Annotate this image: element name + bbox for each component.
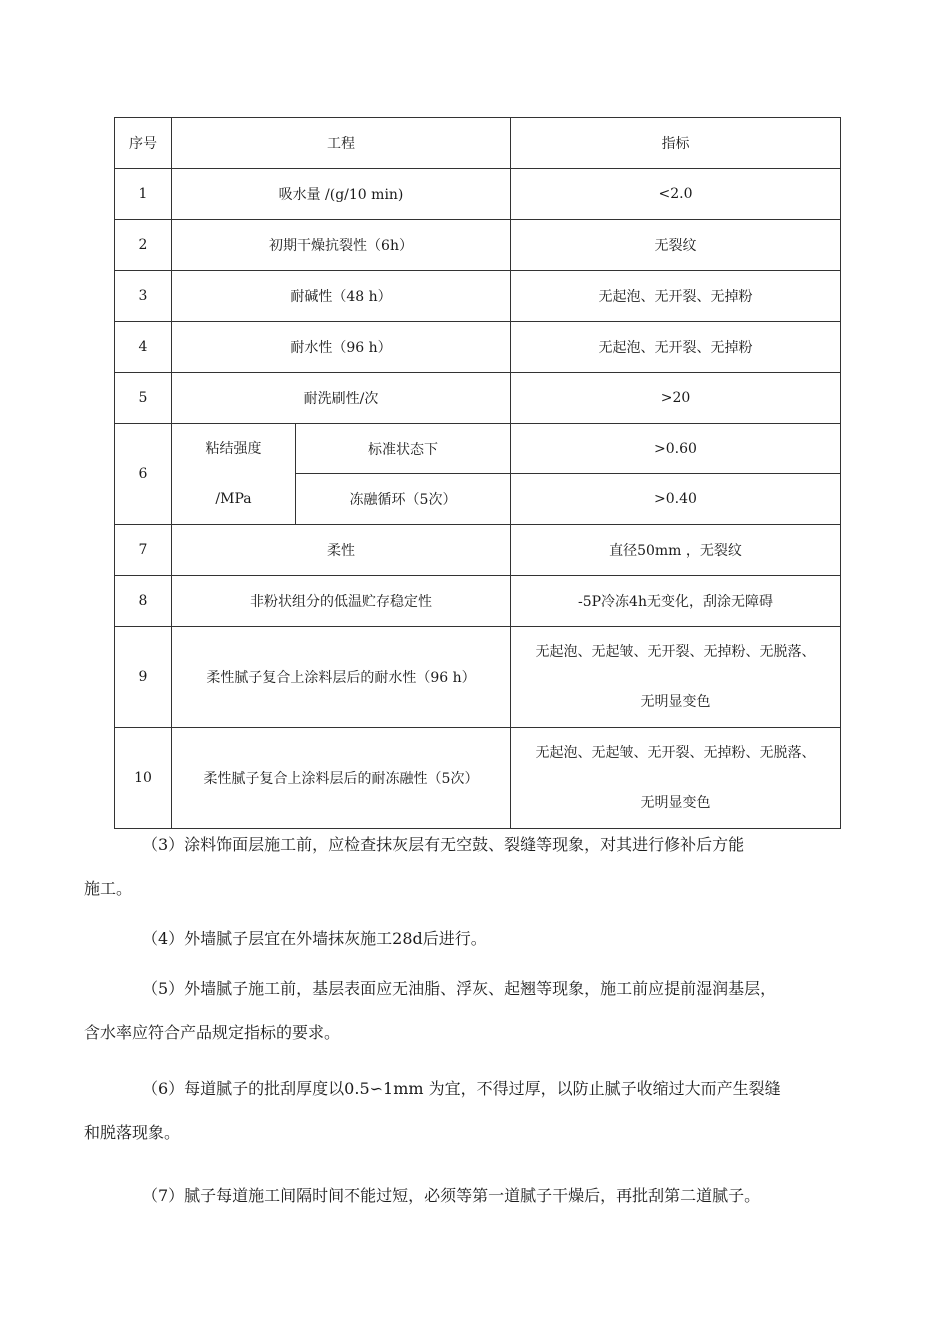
header-item: 工程: [172, 118, 511, 169]
row-value: 无裂纹: [511, 220, 841, 271]
row-item: 柔性腻子复合上涂料层后的耐冻融性（5次）: [172, 728, 511, 829]
table-row: [115, 220, 841, 271]
sub-item-label: 冻融循环（5次）: [296, 474, 511, 525]
row-item: 吸水量 /(g/10 min): [172, 169, 511, 220]
table-row: [115, 373, 841, 424]
row-value-line: 无起泡、无起皱、无开裂、无掉粉、无脱落、: [535, 644, 816, 660]
row-no: 1: [115, 169, 172, 220]
table-row: [115, 271, 841, 322]
paragraph-line: 含水率应符合产品规定指标的要求。: [84, 1023, 341, 1042]
row-value: >0.60: [511, 424, 841, 474]
table-row: [115, 322, 841, 373]
paragraph-5: [84, 967, 864, 1055]
paragraph-7: [84, 1174, 864, 1218]
row-value: >0.40: [511, 474, 841, 525]
row-no: 6: [115, 424, 172, 525]
paragraph-6: [84, 1067, 864, 1155]
row-value: 无起泡、无开裂、无掉粉: [511, 271, 841, 322]
paragraph-line: （5）外墙腻子施工前，基层表面应无油脂、浮灰、起翘等现象，施工前应提前湿润基层，: [142, 979, 777, 998]
row-no: 3: [115, 271, 172, 322]
header-value: 指标: [511, 118, 841, 169]
paragraph-line: （6）每道腻子的批刮厚度以0.5∽1mm 为宜，不得过厚，以防止腻子收缩过大而产生裂缝: [142, 1079, 781, 1098]
bond-strength-label: 粘结强度: [205, 441, 262, 457]
bond-strength-unit: /MPa: [215, 491, 252, 507]
paragraph-3: [84, 823, 864, 911]
row-item: 非粉状组分的低温贮存稳定性: [172, 576, 511, 627]
paragraph-line: （4）外墙腻子层宜在外墙抹灰施工28d后进行。: [142, 929, 487, 948]
row-item: 耐碱性（48 h）: [172, 271, 511, 322]
table-row: [115, 525, 841, 576]
table-row: [115, 728, 841, 829]
row-value-line: 无起泡、无起皱、无开裂、无掉粉、无脱落、: [535, 745, 816, 761]
row-no: 5: [115, 373, 172, 424]
row-value: 直径50mm ，无裂纹: [511, 525, 841, 576]
row-value: -5P冷冻4h无变化，刮涂无障碍: [511, 576, 841, 627]
table-row: [115, 576, 841, 627]
row-no: 10: [115, 728, 172, 829]
row-item-bond-strength: [172, 424, 296, 525]
sub-item-label: 标准状态下: [296, 424, 511, 474]
header-no: 序号: [115, 118, 172, 169]
row-value: <2.0: [511, 169, 841, 220]
table-row: [115, 424, 841, 474]
row-no: 7: [115, 525, 172, 576]
row-no: 8: [115, 576, 172, 627]
row-value-line: 无明显变色: [640, 795, 711, 811]
paragraph-line: （7）腻子每道施工间隔时间不能过短，必须等第一道腻子干燥后，再批刮第二道腻子。: [142, 1186, 761, 1205]
row-value: >20: [511, 373, 841, 424]
paragraph-4: [84, 917, 864, 961]
paragraph-line: 和脱落现象。: [84, 1123, 181, 1142]
row-item: 初期干燥抗裂性（6h）: [172, 220, 511, 271]
row-no: 4: [115, 322, 172, 373]
row-item: 柔性腻子复合上涂料层后的耐水性（96 h）: [172, 627, 511, 728]
row-value: [511, 728, 841, 829]
table-row: [115, 627, 841, 728]
row-value-line: 无明显变色: [640, 694, 711, 710]
table-row: [115, 169, 841, 220]
table-header-row: [115, 118, 841, 169]
row-value: [511, 627, 841, 728]
spec-table: [114, 117, 841, 829]
paragraph-line: 施工。: [84, 879, 133, 898]
row-no: 9: [115, 627, 172, 728]
row-no: 2: [115, 220, 172, 271]
row-item: 柔性: [172, 525, 511, 576]
row-item: 耐水性（96 h）: [172, 322, 511, 373]
row-value: 无起泡、无开裂、无掉粉: [511, 322, 841, 373]
row-item: 耐洗刷性/次: [172, 373, 511, 424]
paragraph-line: （3）涂料饰面层施工前，应检查抹灰层有无空鼓、裂缝等现象，对其进行修补后方能: [142, 835, 745, 854]
